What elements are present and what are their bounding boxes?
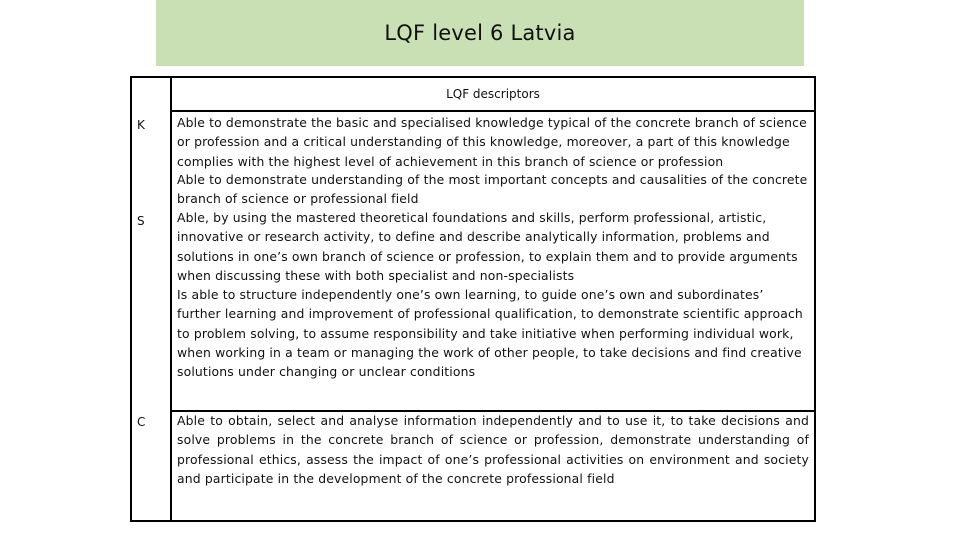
descriptor-knowledge: Able to demonstrate the basic and specialised knowledge typical of the concrete branch of science or profession and a critical understanding of this knowledge, moreover, a part of this knowledge complies with the highest level of achievement in this branch of science or profession [177,115,807,169]
header-divider [170,110,816,112]
row-code-c: C [137,415,146,429]
row-code-s: S [137,214,145,228]
column-divider [170,76,172,522]
table-header: LQF descriptors [446,87,540,101]
descriptor-skills-learning: Is able to structure independently one’s own learning, to guide one’s own and subordinates’ further learning and improvement of professional qualification, to demonstrate scientific approach to problem solving, to assume responsibility and take initiative when performing individual work, when working in a team or managing the work of other people, to take decisions and find creative solutions under changing or unclear conditions [177,287,803,380]
title-banner [156,0,804,66]
descriptor-competence: Able to obtain, select and analyse information independently and to use it, to take decisions and solve problems in the concrete branch of science or profession, demonstrate understanding of professional ethics, assess the impact of one’s professional activities on environment and society and participate in the development of the concrete professional field [177,413,809,486]
descriptor-skills-understanding: Able to demonstrate understanding of the most important concepts and causalities of the concrete branch of science or professional field [177,172,808,207]
page-title: LQF level 6 Latvia [384,21,576,45]
row-code-k: K [137,118,145,132]
descriptor-skills-activity: Able, by using the mastered theoretical foundations and skills, perform professional, artistic, innovative or research activity, to define and describe analytically information, problems and solutions in one’s own branch of science or profession, to explain them and to provide arguments when discussing these with both specialist and non-specialists [177,210,798,283]
